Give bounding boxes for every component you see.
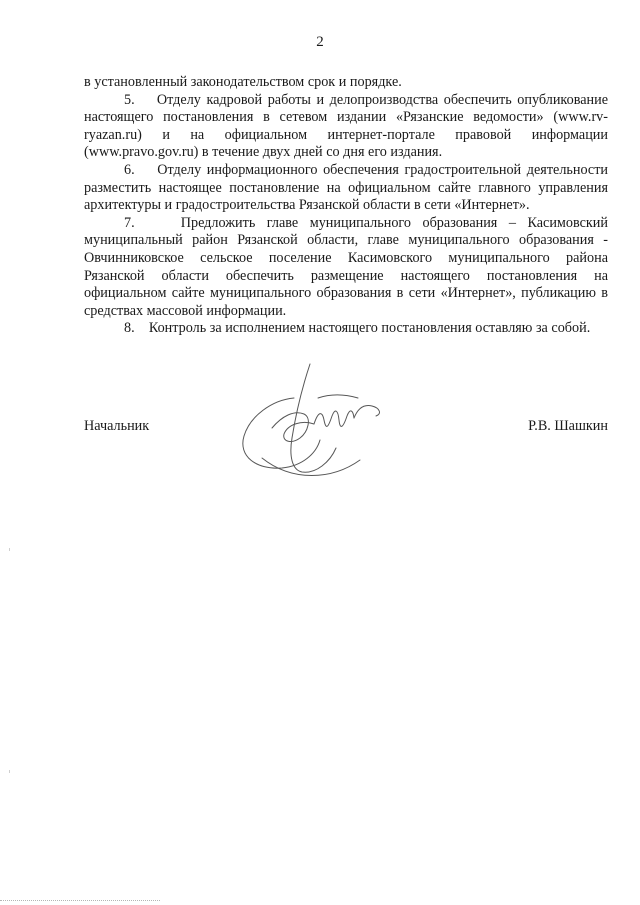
paragraph-item-6: 6. Отделу информационного обеспечения градостроительной деятельности разместить настоящее постановление на официальном сайте главного управления архитектуры и градостроительства Рязанской области в сети «Интернет». [84,161,608,214]
signer-name: Р.В. Шашкин [528,418,608,434]
paragraph-continuation: в установленный законодательством срок и порядке. [84,74,402,90]
paragraph-item-8: 8. Контроль за исполнением настоящего постановления оставляю за собой. [124,320,591,337]
scan-artifact [9,770,10,773]
scan-artifact [9,548,10,551]
document-body [84,74,608,338]
bottom-edge-line [0,900,160,902]
page-number: 2 [316,34,324,50]
handwritten-signature [232,358,392,488]
paragraph-item-5: 5. Отделу кадровой работы и делопроизводства обеспечить опубликование настоящего постановления в сетевом издании «Рязанские ведомости» (www.rv-ryazan.ru) и на официальном интернет-портале правовой информации (www.pravo.gov.ru) в течение двух дней со дня его издания. [84,91,608,161]
signer-position: Начальник [84,418,150,434]
paragraph-item-7: 7. Предложить главе муниципального образования – Касимовский муниципальный район Рязанской области, главе муниципального образования - Овчинниковское сельское поселение Касимовского муниципального района Рязанской области обеспечить размещение настоящего постановления на официальном сайте муниципального образования в сети «Интернет», публикацию в средствах массовой информации. [84,214,608,319]
